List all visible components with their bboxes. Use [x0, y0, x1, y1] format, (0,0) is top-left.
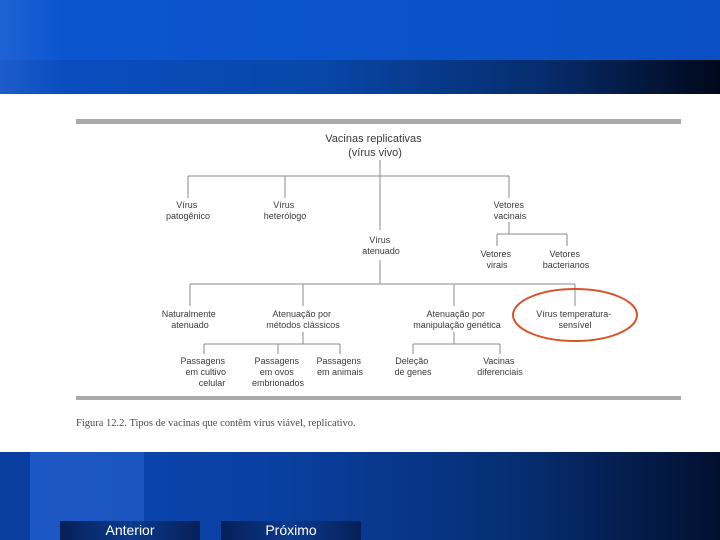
- next-button[interactable]: Próximo: [221, 521, 361, 540]
- bottom-rule: [76, 396, 681, 400]
- node-passagens-ovos: Passagens em ovos embrionados: [251, 356, 305, 388]
- node-passagens-cultivo: Passagens em cultivo celular: [180, 356, 226, 388]
- footer-strip: [0, 452, 30, 540]
- node-naturalmente-atenuado: Naturalmente atenuado: [161, 309, 216, 330]
- node-virus-atenuado: Vírus atenuado: [362, 235, 400, 256]
- node-delecao-genes: Deleção de genes: [394, 356, 432, 377]
- node-passagens-animais: Passagens em animais: [316, 356, 364, 377]
- node-vetores-virais: Vetores virais: [480, 249, 512, 270]
- node-virus-temperatura-sensivel: Vírus temperatura- sensível: [536, 309, 612, 330]
- node-atenuacao-classicos: Atenuação por métodos clássicos: [266, 309, 340, 330]
- node-root: Vacinas replicativas (vírus vivo): [325, 133, 422, 159]
- node-atenuacao-genetica: Atenuação por manipulação genética: [413, 309, 501, 330]
- node-vetores-bacterianos: Vetores bacterianos: [542, 249, 590, 270]
- previous-button[interactable]: Anterior: [60, 521, 200, 540]
- node-virus-heterologo: Vírus heterólogo: [263, 200, 307, 221]
- figure-caption: Figura 12.2. Tipos de vacinas que contêm vírus viável, replicativo.: [76, 418, 356, 429]
- node-vetores-vacinais: Vetores vacinais: [493, 200, 527, 221]
- node-vacinas-diferenciais: Vacinas diferenciais: [477, 356, 523, 377]
- top-rule: [76, 119, 681, 124]
- node-virus-patogenico: Vírus patogênico: [165, 200, 211, 221]
